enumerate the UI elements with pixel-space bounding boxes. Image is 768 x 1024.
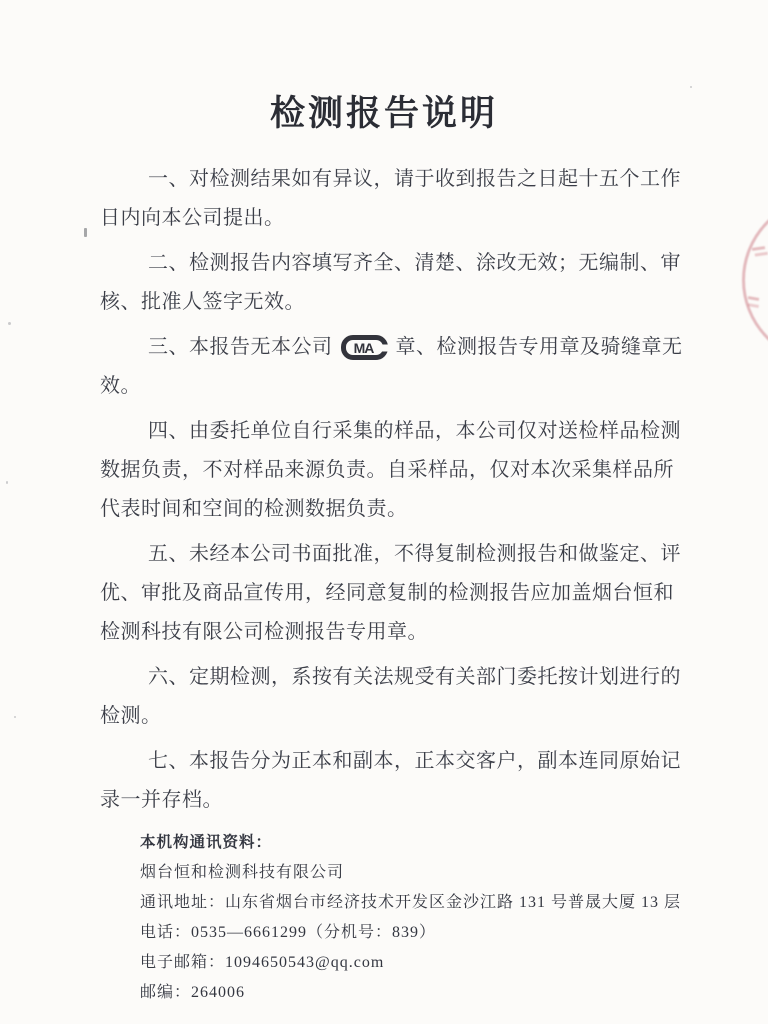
notes-body [100, 160, 698, 820]
note-line: 核、批准人签字无效。 [100, 291, 305, 313]
note-line: 录一并存档。 [100, 789, 223, 811]
note-line: 数据负责，不对样品来源负责。自采样品，仅对本次采集样品所 [100, 459, 674, 481]
note-paragraph-5 [100, 535, 698, 652]
note-line: 四、由委托单位自行采集的样品，本公司仅对送检样品检测 [148, 420, 681, 442]
cma-certification-mark-icon [341, 335, 388, 360]
contact-address: 通讯地址：山东省烟台市经济技术开发区金沙江路 131 号普晟大厦 13 层 [140, 894, 682, 911]
note-line-text-after-cma: 章、检测报告专用章及骑缝章无 [395, 336, 683, 358]
contact-phone: 电话：0535—6661299（分机号：839） [140, 924, 437, 941]
cma-mark-gap [382, 344, 389, 351]
note-line: 二、检测报告内容填写齐全、清楚、涂改无效；无编制、审 [148, 252, 681, 274]
note-line: 七、本报告分为正本和副本，正本交客户，副本连同原始记 [148, 750, 681, 772]
contact-email: 电子邮箱：1094650543@qq.com [140, 954, 385, 971]
contact-info-block [140, 828, 768, 1008]
page-title: 检测报告说明 [269, 94, 498, 133]
note-line: 效。 [100, 375, 141, 397]
scan-speckle [14, 716, 16, 718]
scan-speckle [8, 322, 11, 325]
note-line: 六、定期检测，系按有关法规受有关部门委托按计划进行的 [148, 666, 681, 688]
red-seal-stamp-partial [742, 197, 768, 363]
cma-mark-letters: MA [353, 339, 374, 356]
scan-speckle [6, 481, 8, 484]
note-line-text-before-cma: 三、本报告无本公司 [148, 336, 333, 358]
note-paragraph-7 [100, 742, 698, 820]
note-line: 五、未经本公司书面批准，不得复制检测报告和做鉴定、评 [148, 543, 681, 565]
note-paragraph-1 [100, 160, 698, 238]
contact-postcode: 邮编：264006 [140, 984, 246, 1001]
contact-heading: 本机构通讯资料： [140, 834, 273, 851]
note-line: 检测。 [100, 705, 162, 727]
note-line [100, 328, 698, 367]
scan-speckle [690, 86, 692, 88]
note-paragraph-4 [100, 412, 698, 529]
note-line: 检测科技有限公司检测报告专用章。 [100, 621, 428, 643]
scan-speckle [84, 228, 87, 237]
note-paragraph-6 [100, 658, 698, 736]
note-paragraph-3 [100, 328, 698, 406]
note-line: 一、对检测结果如有异议，请于收到报告之日起十五个工作 [148, 168, 681, 190]
note-line: 日内向本公司提出。 [100, 207, 285, 229]
note-paragraph-2 [100, 244, 698, 322]
note-line: 代表时间和空间的检测数据负责。 [100, 498, 408, 520]
note-line: 优、审批及商品宣传用，经同意复制的检测报告应加盖烟台恒和 [100, 582, 674, 604]
contact-company-name: 烟台恒和检测科技有限公司 [140, 864, 345, 881]
